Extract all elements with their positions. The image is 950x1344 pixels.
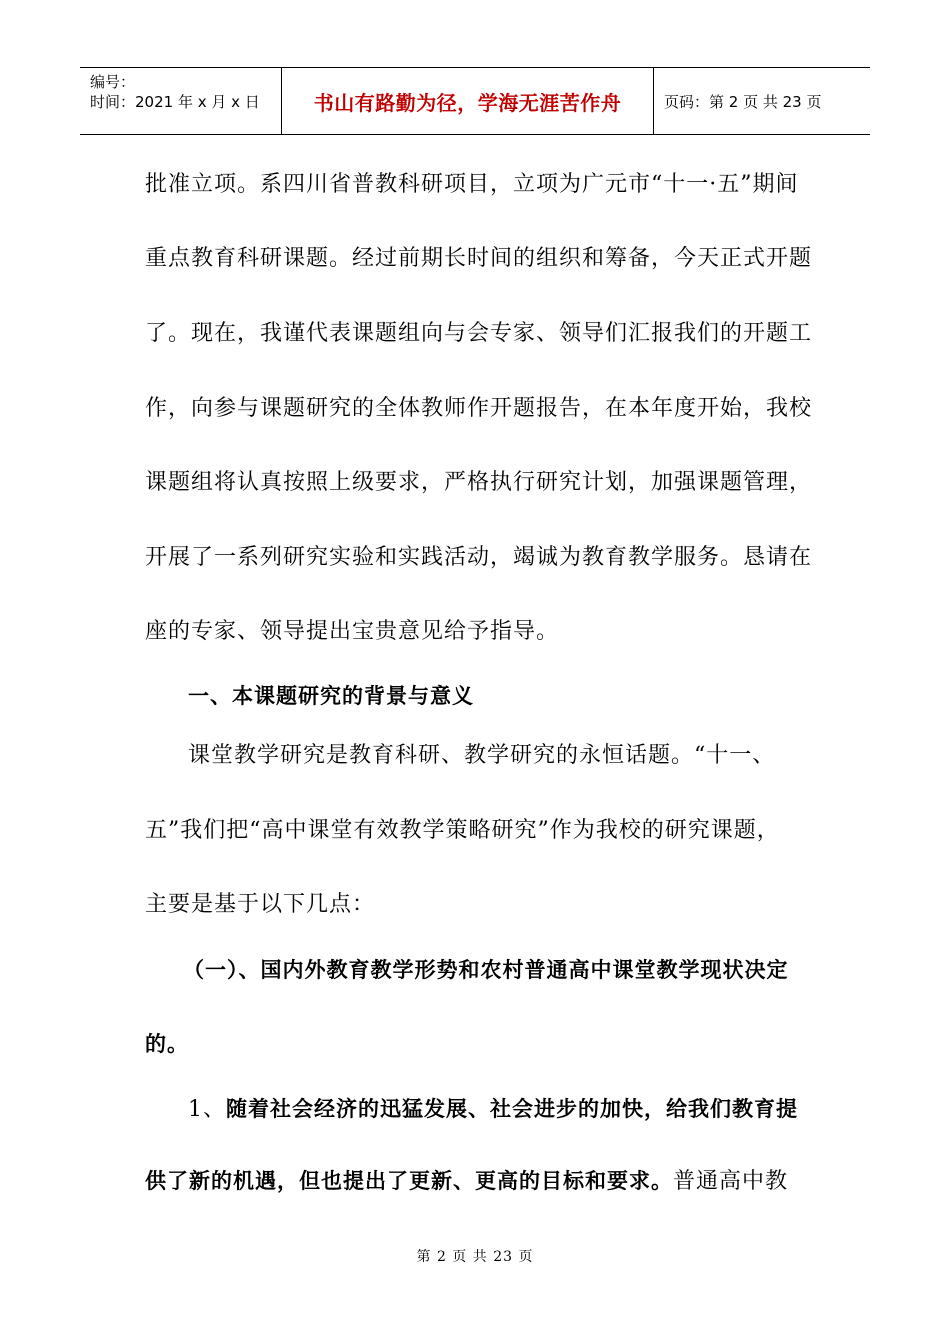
body-line-4: 作，向参与课题研究的全体教师作开题报告，在本年度开始，我校 — [145, 396, 813, 421]
header-meta — [80, 68, 282, 134]
number-label: 编号： — [90, 73, 136, 91]
body-line-3: 了。现在，我谨代表课题组向与会专家、领导们汇报我们的开题工 — [145, 321, 813, 346]
subsection-line-1: （一）、国内外教育教学形势和农村普通高中课堂教学现状决定 — [183, 958, 789, 982]
section-title: 一、本课题研究的背景与意义 — [188, 684, 474, 708]
time-label: 时间：2021 年 x 月 x 日 — [90, 93, 260, 111]
item1-line-2 — [145, 1166, 788, 1197]
subsection-line-2: 的。 — [145, 1032, 189, 1056]
item1-bold-2: 供了新的机遇，但也提出了更新、更高的目标和要求。 — [145, 1169, 673, 1193]
header-page-info: 页码：第 2 页 共 23 页 — [664, 92, 822, 111]
para2-line-1: 课堂教学研究是教育科研、教学研究的永恒话题。“十一、 — [188, 743, 776, 768]
item1-bold-1: 随着社会经济的迅猛发展、社会进步的加快，给我们教育提 — [226, 1097, 798, 1121]
item1-tail: 普通高中教 — [673, 1169, 789, 1194]
para2-line-2: 五”我们把“高中课堂有效教学策略研究”作为我校的研究课题， — [145, 818, 780, 843]
document-header — [80, 67, 870, 135]
item1-number: 1、 — [188, 1097, 226, 1122]
body-line-6: 开展了一系列研究实验和实践活动，竭诚为教育教学服务。恳请在 — [145, 545, 813, 570]
header-motto: 书山有路勤为径，学海无涯苦作舟 — [282, 68, 654, 134]
para2-line-3: 主要是基于以下几点： — [145, 892, 376, 917]
item1-line-1 — [188, 1094, 798, 1125]
body-line-2: 重点教育科研课题。经过前期长时间的组织和筹备，今天正式开题 — [145, 246, 813, 271]
body-line-7: 座的专家、领导提出宝贵意见给予指导。 — [145, 619, 560, 644]
body-line-5: 课题组将认真按照上级要求，严格执行研究计划，加强课题管理， — [145, 470, 813, 495]
page-footer: 第 2 页 共 23 页 — [416, 1249, 534, 1265]
body-line-1: 批准立项。系四川省普教科研项目，立项为广元市“十一·五”期间 — [145, 172, 799, 197]
